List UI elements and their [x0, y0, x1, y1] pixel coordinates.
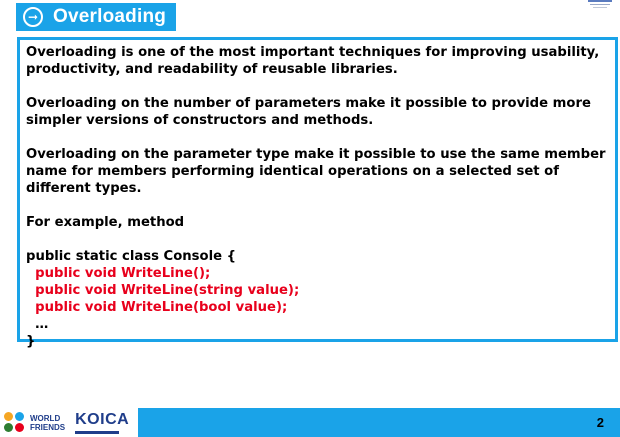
paragraph-2: Overloading on the number of parameters make it possible to provide more simpler versions of constructors and methods.	[26, 96, 591, 128]
footer-logos	[0, 408, 138, 437]
footer-bar	[0, 408, 620, 437]
slide-title: Overloading	[53, 6, 167, 27]
code-line-ellipsis: …	[26, 317, 49, 332]
paragraph-1: Overloading is one of the most important techniques for improving usability, productivity, and readability of reusable libraries.	[26, 45, 600, 77]
top-right-logo-icon	[588, 0, 612, 10]
spacer	[26, 231, 609, 248]
spacer	[26, 78, 609, 95]
paragraph-3: Overloading on the parameter type make it possible to use the same member name for members performing identical operations on a selected set of different types.	[26, 147, 606, 196]
koica-logo-underline	[75, 431, 119, 434]
content-box	[17, 37, 618, 349]
world-friends-logo-text: WORLD FRIENDS	[30, 413, 66, 432]
page-number: 2	[596, 415, 604, 430]
code-line-class: public static class Console {	[26, 249, 237, 264]
arrow-right-circle-icon: ➞	[23, 7, 43, 27]
code-line-close-brace: }	[26, 334, 36, 349]
koica-logo	[75, 412, 129, 434]
spacer	[26, 129, 609, 146]
code-line-writeline-bool: public void WriteLine(bool value);	[26, 300, 288, 315]
world-friends-logo-icon	[4, 412, 26, 434]
koica-logo-text: KOICA	[75, 410, 130, 428]
spacer	[26, 197, 609, 214]
code-line-writeline-string: public void WriteLine(string value);	[26, 283, 300, 298]
code-line-writeline: public void WriteLine();	[26, 266, 211, 281]
title-bar	[16, 3, 176, 31]
paragraph-4: For example, method	[26, 215, 185, 230]
